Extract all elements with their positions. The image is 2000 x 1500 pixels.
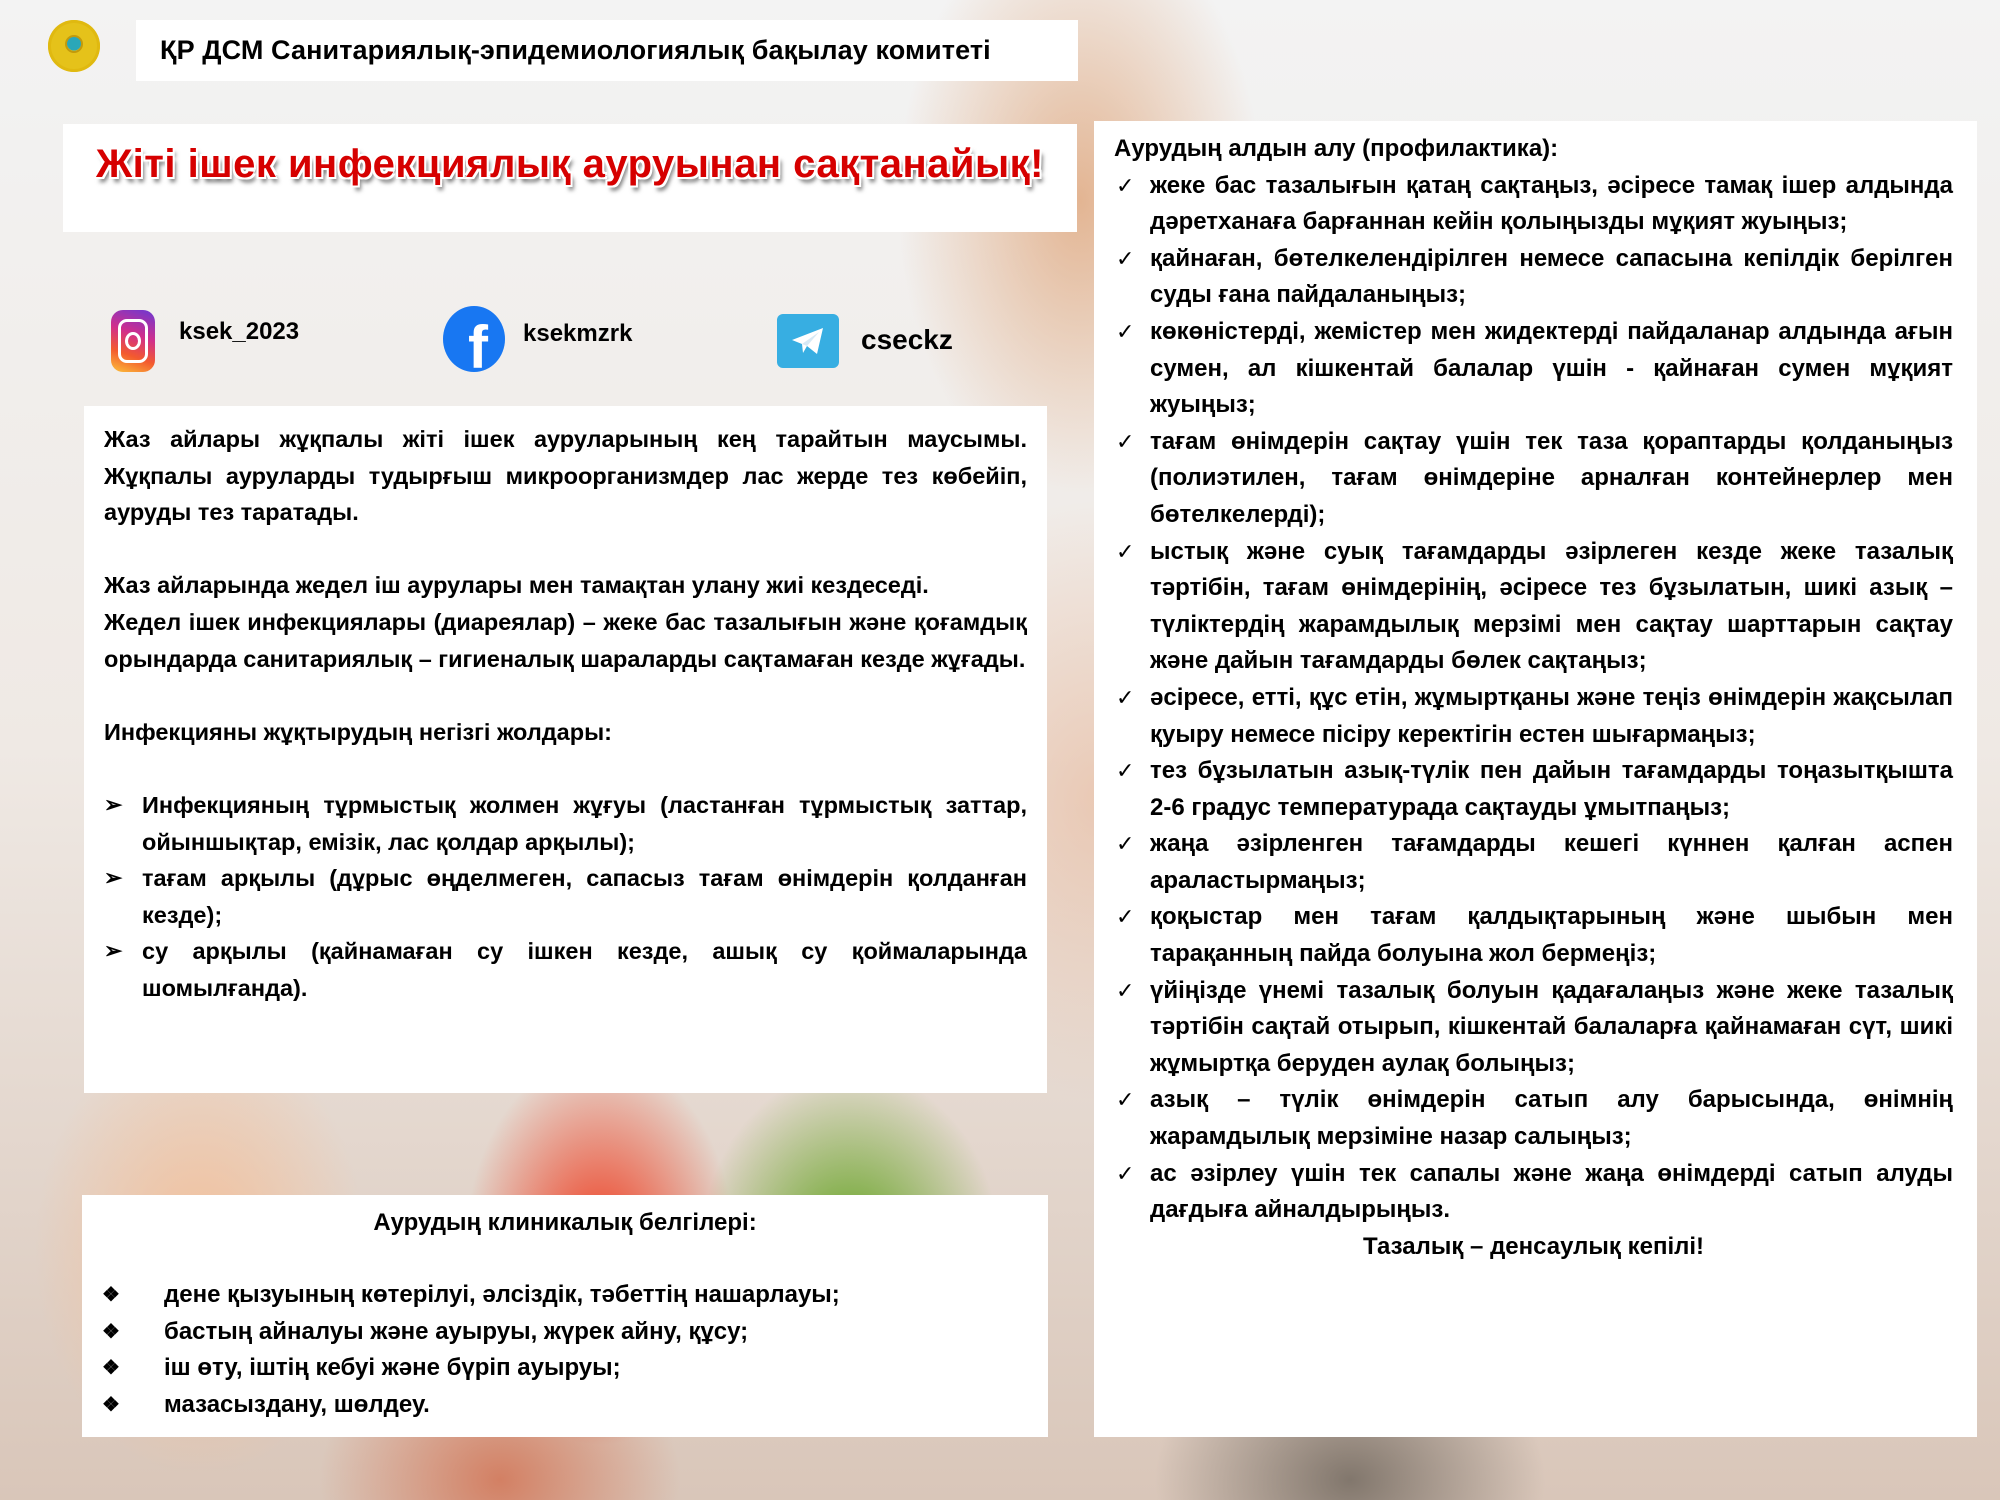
list-item: ✓ тез бұзылатын азық-түлік пен дайын тағамдарды тоңазытқышта 2-6 градус температурада сақтауды ұмытпаңыз;: [1114, 753, 1953, 826]
diamond-bullet-icon: ❖: [102, 1357, 120, 1379]
routes-heading: Инфекцияны жұқтырудың негізгі жолдары:: [104, 718, 612, 745]
checkmark-icon: ✓: [1116, 758, 1135, 784]
diamond-bullet-icon: ❖: [102, 1284, 120, 1306]
clinical-signs-heading: Аурудың клиникалық белгілері:: [373, 1209, 757, 1236]
prevention-heading: Аурудың алдын алу (профилактика):: [1114, 135, 1559, 162]
clinical-signs-box: [82, 1195, 1048, 1437]
clinical-signs-list: [102, 1277, 1048, 1423]
social-telegram[interactable]: [777, 312, 953, 368]
list-item: ✓ жеке бас тазалығын қатаң сақтаңыз, әсіресе тамақ ішер алдында дәретханаға барғаннан кейін қолыңызды мұқият жуыңыз;: [1114, 168, 1953, 241]
intro-paragraph-2: Жаз айларында жедел іш аурулары мен тамақтан улану жиі кездеседі.: [104, 572, 929, 599]
organization-header: [136, 20, 1078, 81]
list-item: ✓ ыстық және суық тағамдарды әзірлеген кезде жеке тазалық тәртібін, тағам өнімдерінің, әсіресе тез бұзылатын, шикі азық – түліктердің жарамдылық мерзімі мен сақтау шарттарын сақтау және дайын тағамдарды бөлек сақтаңыз;: [1114, 534, 1953, 680]
list-item: ✓ үйіңізде үнемі тазалық болуын қадағалаңыз және жеке тазалық тәртібін сақтай отырып, кішкентай балаларға қайнамаған сүт, шикі жұмыртқа беруден аулақ болыңыз;: [1114, 973, 1953, 1083]
list-item: ❖ дене қызуының көтерілуі, әлсіздік, тәбеттің нашарлауы;: [102, 1277, 1048, 1314]
checkmark-icon: ✓: [1116, 172, 1135, 198]
list-item: ✓ ас әзірлеу үшін тек сапалы және жаңа өнімдерді сатып алуды дағдыға айналдырыңыз.: [1114, 1156, 1953, 1229]
social-facebook[interactable]: [443, 306, 632, 372]
checkmark-icon: ✓: [1116, 904, 1135, 930]
checkmark-icon: ✓: [1116, 1160, 1135, 1186]
arrow-bullet-icon: ➢: [104, 865, 123, 891]
routes-list: [104, 787, 1027, 1007]
intro-paragraph-3: Жедел ішек инфекциялары (диареялар) – жеке бас тазалығын және қоғамдық орындарда санитариялық – гигиеналық шараларды сақтамаған кезде жұғады.: [104, 608, 1027, 672]
facebook-icon: f: [443, 306, 505, 372]
checkmark-icon: ✓: [1116, 977, 1135, 1003]
prevention-list: [1114, 168, 1953, 1229]
social-instagram[interactable]: [111, 310, 299, 372]
checkmark-icon: ✓: [1116, 245, 1135, 271]
intro-paragraph-1: Жаз айлары жұқпалы жіті ішек ауруларының кең тарайтын маусымы. Жұқпалы ауруларды тудырғыш микроорганизмдер лас жерде тез көбейіп, ауруды тез таратады.: [104, 426, 1027, 526]
list-item: ✓ тағам өнімдерін сақтау үшін тек таза қораптарды қолданыңыз (полиэтилен, тағам өнімдеріне арналған контейнерлер мен бөтелкелерді);: [1114, 424, 1953, 534]
checkmark-icon: ✓: [1116, 428, 1135, 454]
checkmark-icon: ✓: [1116, 1087, 1135, 1113]
checkmark-icon: ✓: [1116, 538, 1135, 564]
list-item: ❖ іш өту, іштің кебуі және бүріп ауыруы;: [102, 1350, 1048, 1387]
list-item: ✓ жаңа әзірленген тағамдарды кешегі күннен қалған аспен араластырмаңыз;: [1114, 826, 1953, 899]
list-item: ✓ азық – түлік өнімдерін сатып алу барысында, өнімнің жарамдылық мерзіміне назар салыңыз;: [1114, 1082, 1953, 1155]
checkmark-icon: ✓: [1116, 831, 1135, 857]
checkmark-icon: ✓: [1116, 318, 1135, 344]
organization-name: ҚР ДСМ Санитариялық-эпидемиологиялық бақылау комитеті: [160, 35, 991, 65]
list-item: ➢ тағам арқылы (дұрыс өңделмеген, сапасыз тағам өнімдерін қолданған кезде);: [104, 860, 1027, 933]
facebook-handle[interactable]: ksekmzrk: [523, 320, 633, 347]
list-item: ✓ әсіресе, етті, құс етін, жұмыртқаны және теңіз өнімдерін жақсылап қуыру немесе пісіру керектігін естен шығармаңыз;: [1114, 680, 1953, 753]
arrow-bullet-icon: ➢: [104, 791, 123, 817]
telegram-handle[interactable]: cseckz: [861, 324, 953, 355]
title-banner: [63, 124, 1077, 232]
list-item: ❖ мазасыздану, шөлдеу.: [102, 1387, 1048, 1424]
state-emblem-icon: [48, 20, 100, 72]
list-item: ✓ көкөністерді, жемістер мен жидектерді пайдаланар алдында ағын сумен, ал кішкентай балалар үшін - қайнаған сумен мұқият жуыңыз;: [1114, 314, 1953, 424]
slogan: Тазалық – денсаулық кепілі!: [1362, 1232, 1705, 1260]
diamond-bullet-icon: ❖: [102, 1393, 120, 1416]
intro-text-box: [84, 406, 1047, 1093]
instagram-icon: [111, 310, 155, 372]
page-title: Жіті ішек инфекциялық ауруынан сақтанайық!: [96, 142, 1044, 186]
arrow-bullet-icon: ➢: [104, 938, 123, 964]
instagram-handle[interactable]: ksek_2023: [179, 318, 300, 345]
checkmark-icon: ✓: [1116, 684, 1135, 710]
diamond-bullet-icon: ❖: [102, 1320, 120, 1343]
list-item: ✓ қайнаған, бөтелкелендірілген немесе сапасына кепілдік берілген суды ғана пайдаланыңыз;: [1114, 241, 1953, 314]
list-item: ✓ қоқыстар мен тағам қалдықтарының және шыбын мен тарақанның пайда болуына жол бермеңіз;: [1114, 899, 1953, 972]
list-item: ❖ бастың айналуы және ауыруы, жүрек айну, құсу;: [102, 1314, 1048, 1351]
list-item: ➢ Инфекцияның тұрмыстық жолмен жұғуы (ластанған тұрмыстық заттар, ойыншықтар, емізік, лас қолдар арқылы);: [104, 787, 1027, 860]
telegram-icon: [777, 314, 839, 368]
prevention-box: [1094, 121, 1977, 1437]
list-item: ➢ су арқылы (қайнамаған су ішкен кезде, ашық су қоймаларында шомылғанда).: [104, 933, 1027, 1006]
